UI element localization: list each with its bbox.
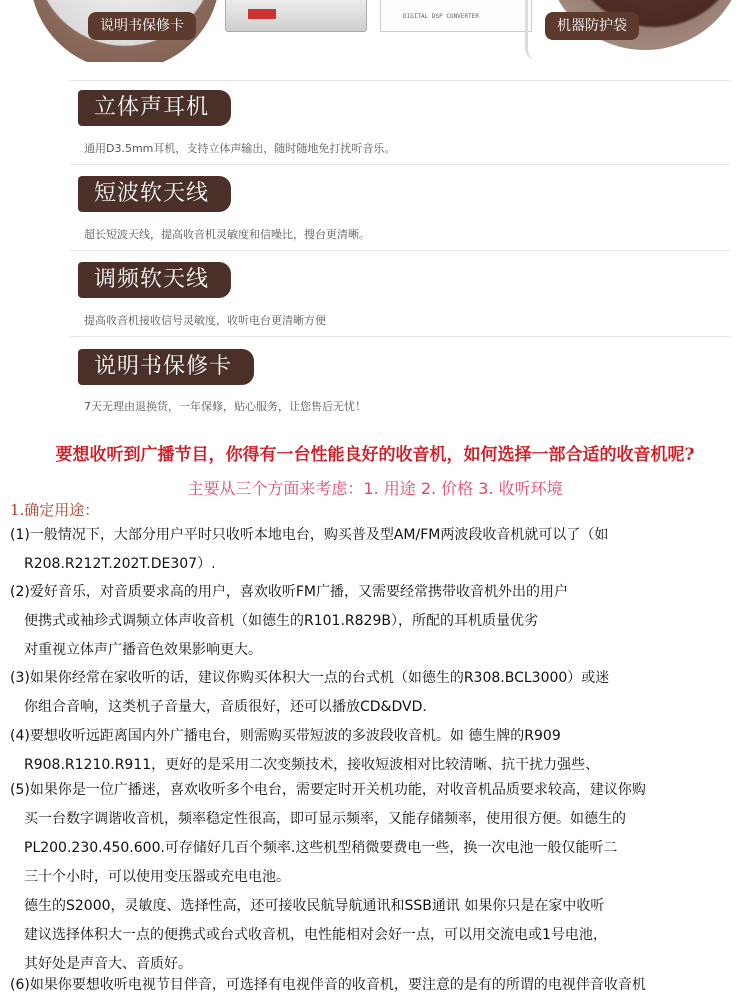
item-label-fm-antenna: 调频软天线 [78, 262, 231, 298]
product-image-strip [0, 0, 750, 62]
manual-card-tag: 说明书保修卡 [88, 12, 196, 40]
text-line: 你组合音响，这类机子音量大，音质很好，还可以播放CD&DVD. [24, 699, 427, 715]
paragraph-3 [10, 664, 750, 722]
section-title: 1.确定用途： [10, 501, 100, 519]
paragraph-4 [10, 722, 750, 780]
paragraph-5 [10, 776, 750, 979]
item-desc-fm-antenna: 提高收音机接收信号灵敏度，收听电台更清晰方便 [84, 314, 326, 327]
divider [70, 80, 730, 81]
item-label-shortwave-antenna: 短波软天线 [78, 176, 231, 212]
text-line: (4)要想收听远距离国内外广播电台，则需购买带短波的多波段收音机。如 德生牌的R909 [10, 728, 561, 744]
text-line: 德生的S2000，灵敏度、选择性高，还可接收民航导航通讯和SSB通讯 如果你只是在家中收听 [24, 898, 605, 914]
paragraph-1 [10, 521, 750, 579]
text-line: 买一台数字调谐收音机，频率稳定性很高，即可显示频率，又能存储频率，使用很方便。如德生的 [24, 811, 626, 827]
item-desc-manual-card: 7天无理由退换货，一年保修，贴心服务，让您售后无忧！ [84, 400, 366, 413]
divider [70, 250, 730, 251]
guide-subhead: 主要从三个方面来考虑：1. 用途 2. 价格 3. 收听环境 [187, 479, 563, 498]
item-label-manual-card: 说明书保修卡 [78, 349, 254, 385]
divider [70, 336, 730, 337]
divider [70, 164, 730, 165]
protective-bag-tag: 机器防护袋 [545, 12, 639, 40]
paragraph-6 [10, 971, 750, 1000]
text-line: (2)爱好音乐，对音质要求高的用户，喜欢收听FM广播，又需要经常携带收音机外出的用户 [10, 584, 568, 600]
item-label-headphones: 立体声耳机 [78, 90, 231, 126]
text-line: 三十个小时，可以使用变压器或充电电池。 [24, 869, 290, 885]
text-line: (1)一般情况下，大部分用户平时只收听本地电台，购买普及型AM/FM两波段收音机就可以了（如 [10, 527, 609, 543]
text-line: (3)如果你经常在家收听的话，建议你购买体积大一点的台式机（如德生的R308.BCL3000）或迷 [10, 670, 610, 686]
item-desc-headphones: 通用D3.5mm耳机，支持立体声输出，随时随地免打扰听音乐。 [84, 142, 396, 155]
text-line: (5)如果你是一位广播迷，喜欢收听多个电台，需要定时开关机功能，对收音机品质要求较高，建议你购 [10, 782, 646, 798]
text-line: PL200.230.450.600.可存储好几百个频率.这些机型稍微要费电一些，换一次电池一般仅能听二 [24, 840, 618, 856]
text-line: 对重视立体声广播音色效果影响更大。 [24, 642, 262, 658]
text-line: (6)如果你要想收听电视节目伴音，可选择有电视伴音的收音机，要注意的是有的所谓的电视伴音收音机 [10, 977, 646, 993]
paragraph-2 [10, 578, 750, 665]
packaging-photo: DIGITAL DSP CONVERTER [380, 0, 532, 32]
text-line: 建议选择体积大一点的便携式或台式收音机，电性能相对会好一点，可以用交流电或1号电池， [24, 927, 607, 943]
text-line: R208.R212T.202T.DE307）. [24, 556, 216, 572]
guide-headline: 要想收听到广播节目，你得有一台性能良好的收音机，如何选择一部合适的收音机呢? [55, 445, 695, 465]
item-desc-shortwave-antenna: 超长短波天线，提高收音机灵敏度和信噪比，搜台更清晰。 [84, 228, 370, 241]
text-line: 其好处是声音大、音质好。 [24, 956, 192, 972]
text-line: R908.R1210.R911，更好的是采用二次变频技术，接收短波相对比较清晰、抗干扰力强些、 [24, 757, 600, 773]
radio-photo [225, 0, 367, 32]
text-line: 便携式或袖珍式调频立体声收音机（如德生的R101.R829B），所配的耳机质量优劣 [24, 613, 538, 629]
